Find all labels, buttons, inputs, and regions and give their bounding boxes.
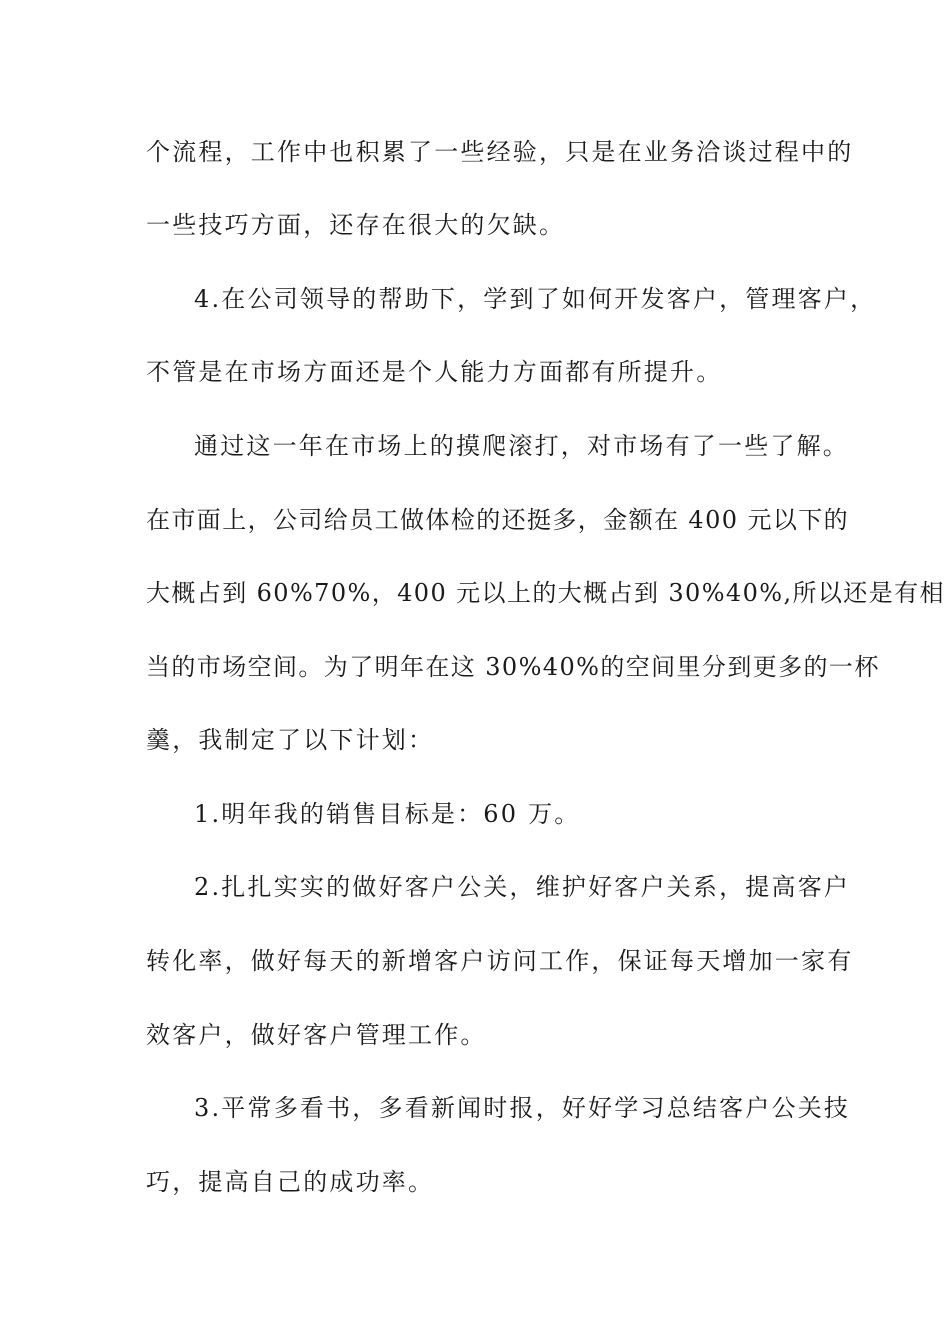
text-line: 不管是在市场方面还是个人能力方面都有所提升。 bbox=[146, 358, 723, 386]
text-line: 转化率，做好每天的新增客户访问工作，保证每天增加一家有 bbox=[146, 947, 854, 975]
text-line: 一些技巧方面，还存在很大的欠缺。 bbox=[146, 211, 566, 239]
text-line: 当的市场空间。为了明年在这 30%40%的空间里分到更多的一杯 bbox=[146, 653, 880, 681]
paragraph-start: 通过这一年在市场上的摸爬滚打，对市场有了一些了解。 bbox=[194, 432, 849, 460]
text-line: 羹，我制定了以下计划： bbox=[146, 726, 435, 754]
list-item: 4.在公司领导的帮助下，学到了如何开发客户，管理客户， bbox=[194, 285, 877, 313]
text-line: 大概占到 60%70%，400 元以上的大概占到 30%40%,所以还是有相 bbox=[146, 579, 945, 607]
text-line: 巧，提高自己的成功率。 bbox=[146, 1168, 435, 1196]
list-item: 3.平常多看书，多看新闻时报，好好学习总结客户公关技 bbox=[194, 1094, 851, 1122]
text-line: 效客户，做好客户管理工作。 bbox=[146, 1021, 487, 1049]
text-line: 个流程，工作中也积累了一些经验，只是在业务洽谈过程中的 bbox=[146, 138, 854, 166]
text-line: 在市面上，公司给员工做体检的还挺多，金额在 400 元以下的 bbox=[146, 506, 850, 534]
list-item: 1.明年我的销售目标是：60 万。 bbox=[194, 800, 581, 828]
list-item: 2.扎扎实实的做好客户公关，维护好客户关系，提高客户 bbox=[194, 873, 851, 901]
